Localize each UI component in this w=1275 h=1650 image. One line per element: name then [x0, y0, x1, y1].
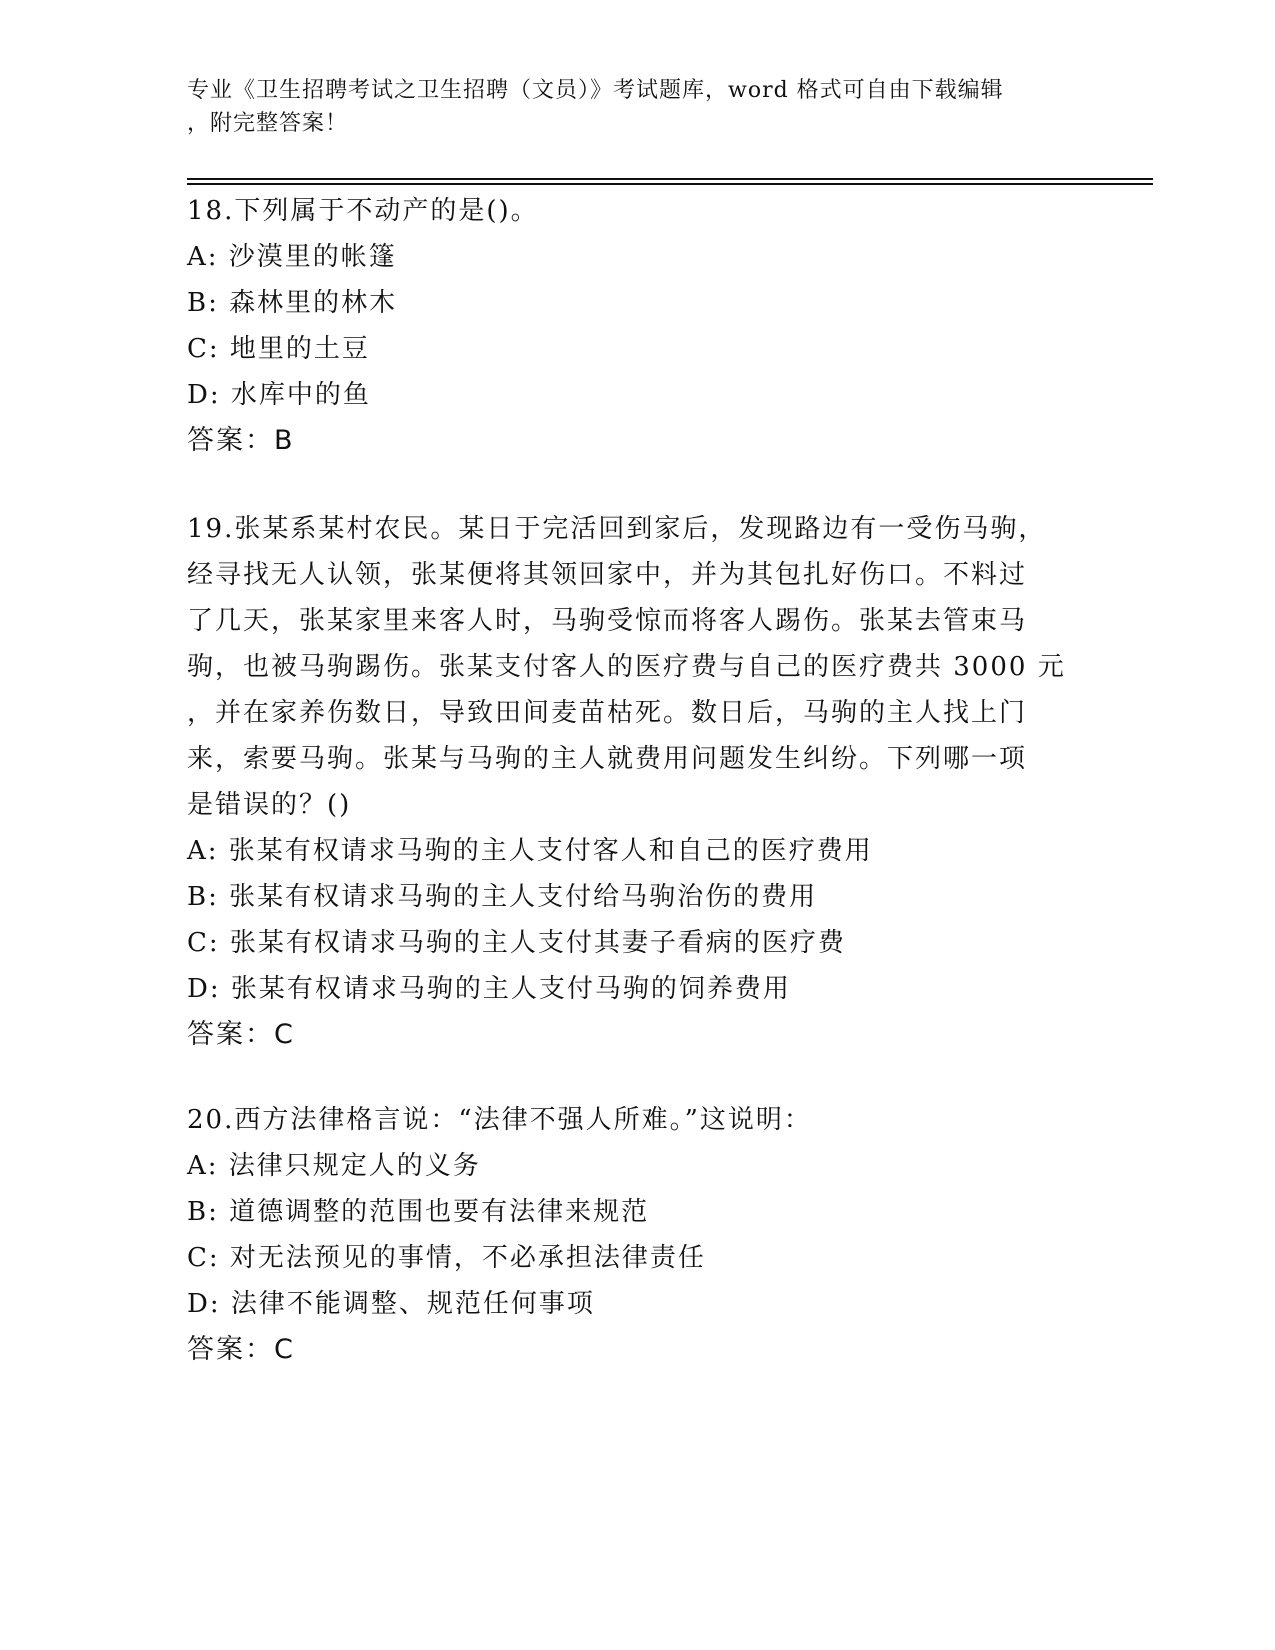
- option-d: D: 法律不能调整、规范任何事项: [187, 1289, 595, 1319]
- answer: 答案：C: [187, 1334, 295, 1365]
- option-c: C: 地里的土豆: [187, 334, 370, 364]
- question-20: [187, 1097, 1067, 1373]
- option-d: D: 水库中的鱼: [187, 380, 371, 410]
- question-stem-line: 是错误的？(): [187, 790, 352, 820]
- header-divider-top: [187, 178, 1153, 180]
- question-18: [187, 188, 1067, 464]
- question-stem-line: 了几天，张某家里来客人时，马驹受惊而将客人踢伤。张某去管束马: [187, 606, 1028, 636]
- option-b: B: 道德调整的范围也要有法律来规范: [187, 1197, 650, 1227]
- option-a: A: 法律只规定人的义务: [187, 1151, 481, 1181]
- header-line-1: 专业《卫生招聘考试之卫生招聘（文员）》考试题库，word 格式可自由下载编辑: [187, 78, 1004, 103]
- question-19: [187, 506, 1067, 1058]
- option-b: B: 森林里的林木: [187, 288, 398, 318]
- question-stem-line: ，并在家养伤数日，导致田间麦苗枯死。数日后，马驹的主人找上门: [187, 698, 1028, 728]
- header-line-2: ，附完整答案！: [187, 111, 349, 136]
- question-stem-line: 经寻找无人认领，张某便将其领回家中，并为其包扎好伤口。不料过: [187, 560, 1028, 590]
- question-stem: 18.下列属于不动产的是()。: [187, 196, 539, 226]
- option-c: C: 张某有权请求马驹的主人支付其妻子看病的医疗费: [187, 928, 846, 958]
- option-c: C: 对无法预见的事情，不必承担法律责任: [187, 1243, 706, 1273]
- option-b: B: 张某有权请求马驹的主人支付给马驹治伤的费用: [187, 882, 818, 912]
- option-a: A: 张某有权请求马驹的主人支付客人和自己的医疗费用: [187, 836, 873, 866]
- option-d: D: 张某有权请求马驹的主人支付马驹的饲养费用: [187, 974, 791, 1004]
- question-stem-line: 19.张某系某村农民。某日于完活回到家后，发现路边有一受伤马驹，: [187, 514, 1047, 544]
- header-divider-bottom: [187, 183, 1153, 185]
- option-a: A: 沙漠里的帐篷: [187, 242, 397, 272]
- document-header: [187, 74, 1067, 140]
- question-stem: 20.西方法律格言说：“法律不强人所难。”这说明：: [187, 1105, 812, 1135]
- answer: 答案：C: [187, 1019, 295, 1050]
- question-stem-line: 驹，也被马驹踢伤。张某支付客人的医疗费与自己的医疗费共 3000 元: [187, 652, 1066, 682]
- question-stem-line: 来，索要马驹。张某与马驹的主人就费用问题发生纠纷。下列哪一项: [187, 744, 1028, 774]
- answer: 答案：B: [187, 425, 295, 456]
